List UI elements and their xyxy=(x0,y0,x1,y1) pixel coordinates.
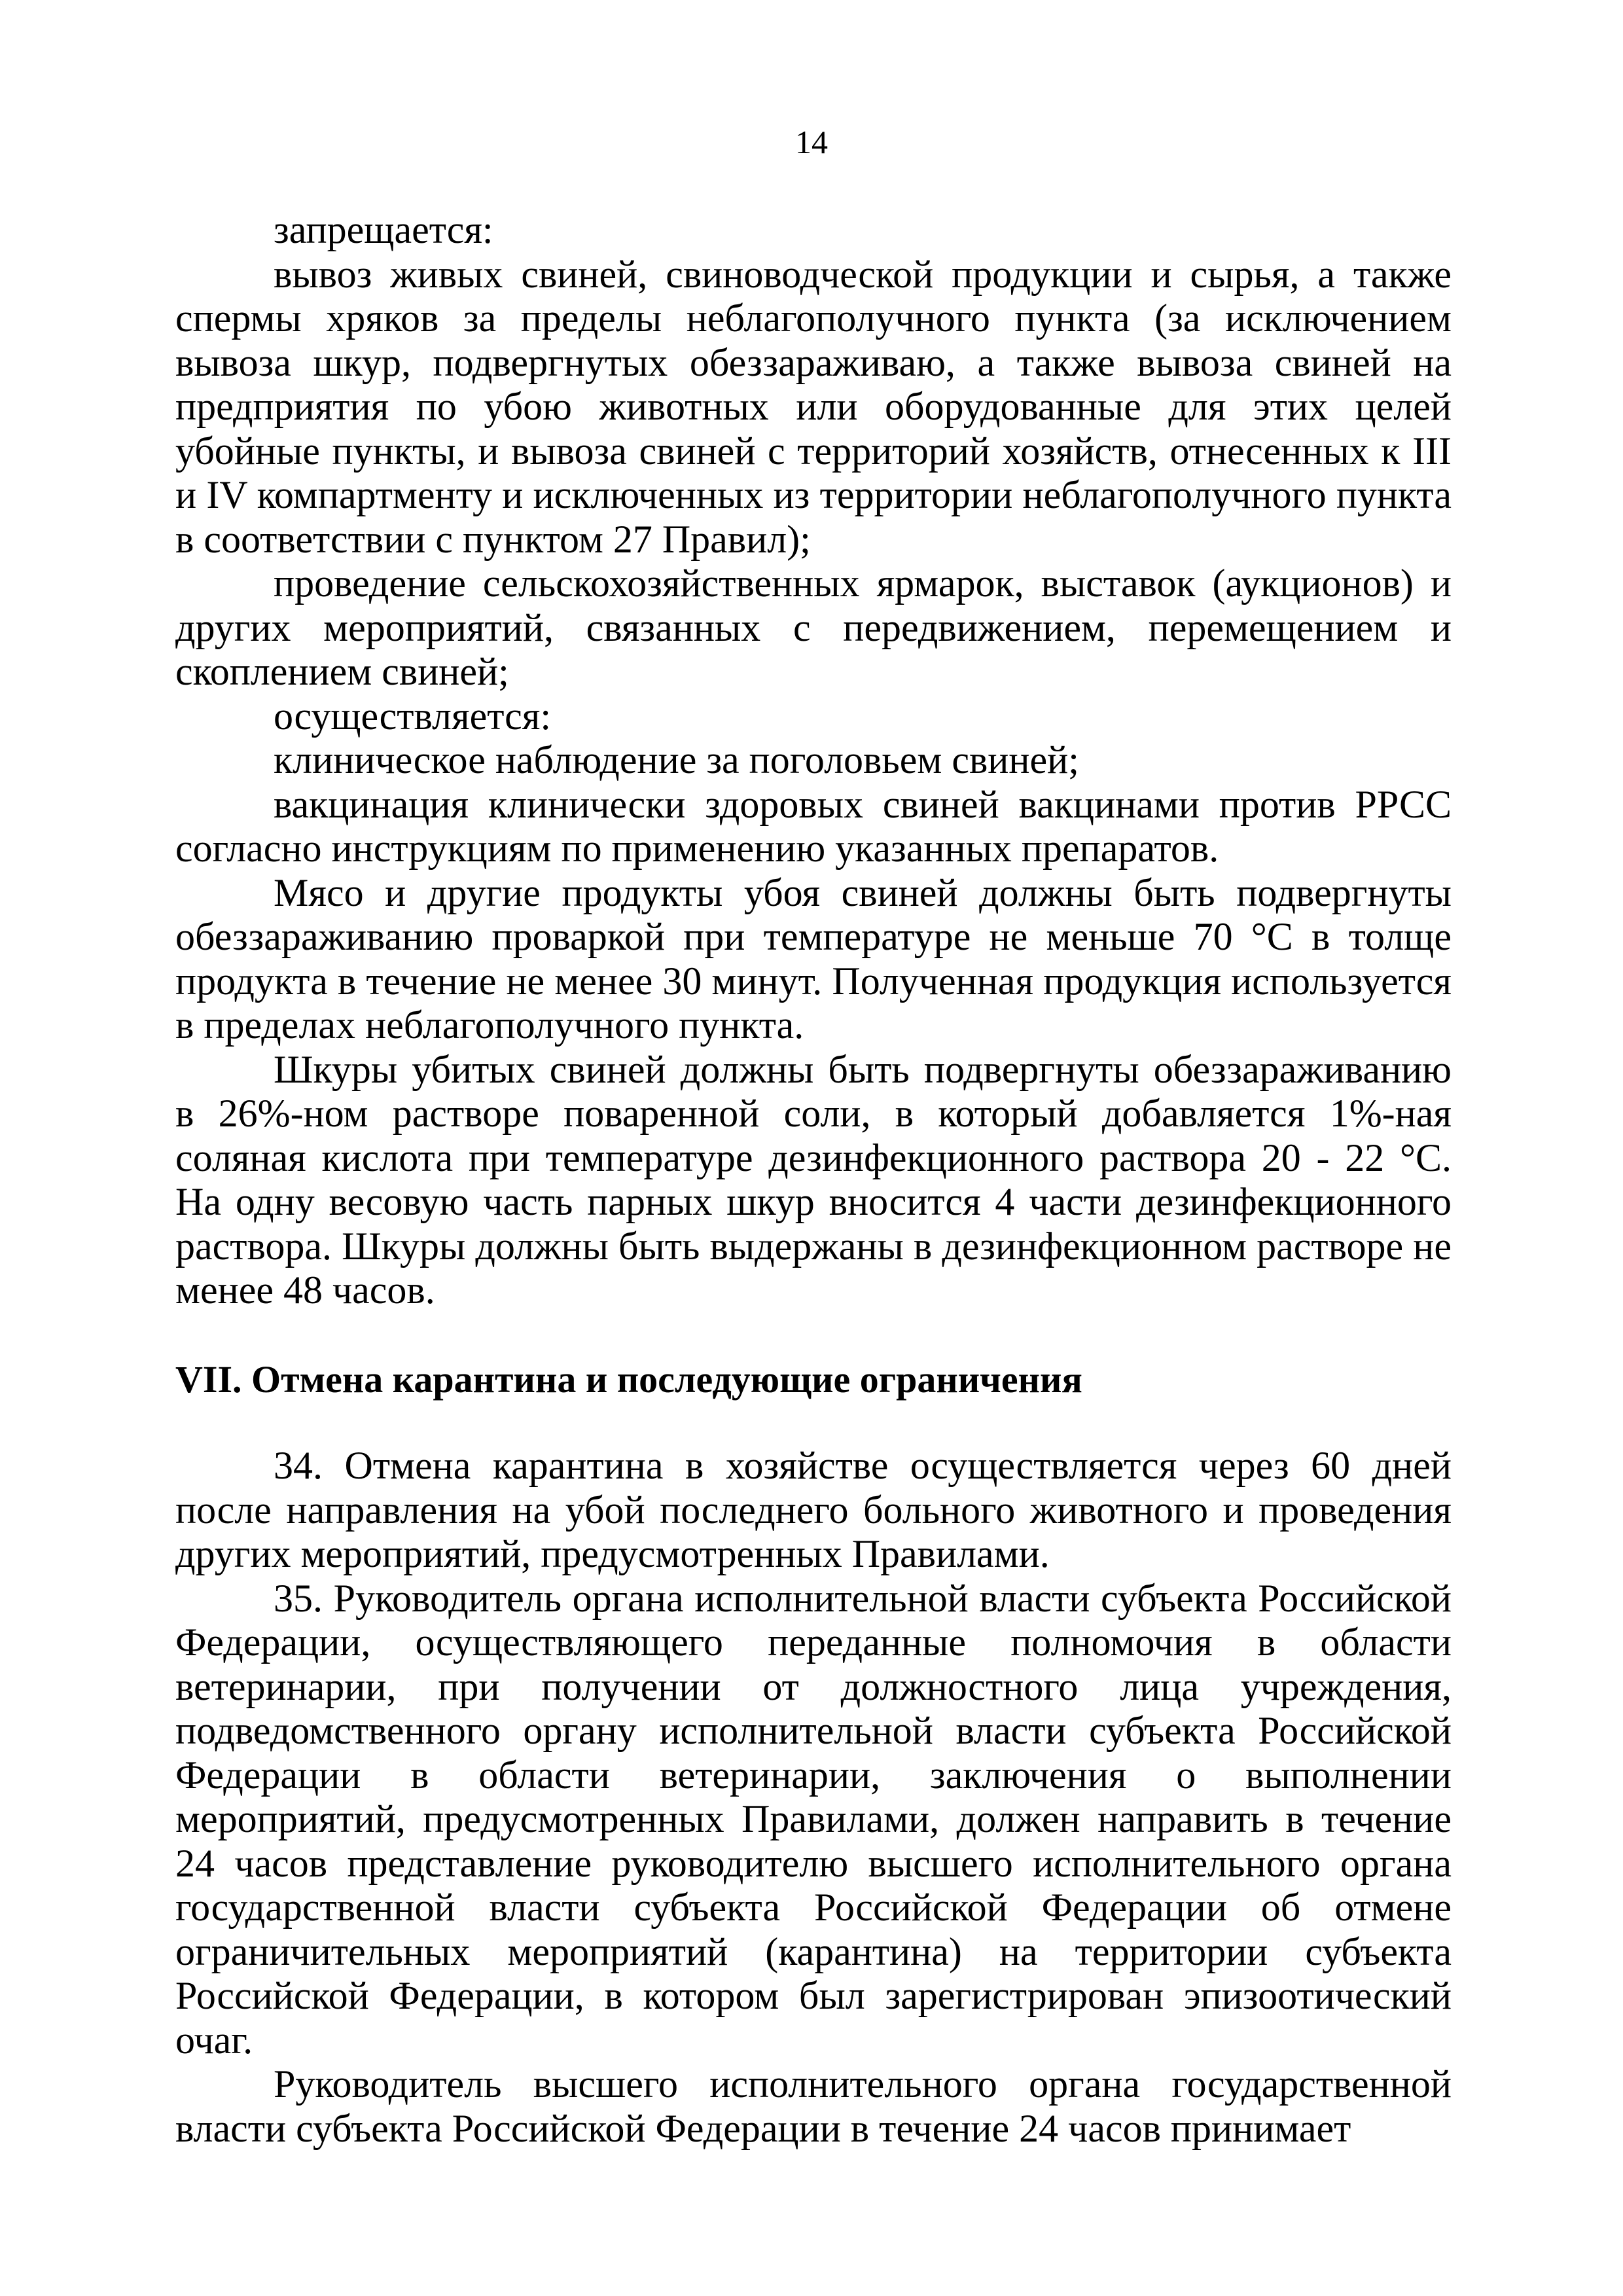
paragraph-34: 34. Отмена карантина в хозяйстве осуществляется через 60 дней после направления на убой последнего больного животного и проведения других мероприятий, предусмотренных Правилами. xyxy=(175,1444,1452,1575)
paragraph-performed-label: осуществляется: xyxy=(274,694,552,738)
paragraph-fairs-ban: проведение сельскохозяйственных ярмарок, выставок (аукционов) и других мероприятий, связанных с передвижением, перемещением и скоплением свиней; xyxy=(175,562,1452,693)
paragraph-export-ban: вывоз живых свиней, свиноводческой продукции и сырья, а также спермы хряков за пределы неблагополучного пункта (за исключением вывоза шкур, подвергнутых обеззараживаю, а также вывоза свиней на предприятия по убою животных или оборудованные для этих целей убойные пункты, и вывоза свиней с территорий хозяйств, отнесенных к III и IV компартменту и исключенных из территории неблагополучного пункта в соответствии с пунктом 27 Правил); xyxy=(175,252,1452,561)
section-heading: VII. Отмена карантина и последующие ограничения xyxy=(175,1357,1082,1401)
paragraph-35: 35. Руководитель органа исполнительной власти субъекта Российской Федерации, осуществляющего переданные полномочия в области ветеринарии, при получении от должностного лица учреждения, подведомственного органу исполнительной власти субъекта Российской Федерации в области ветеринарии, заключения о выполнении мероприятий, предусмотренных Правилами, должен направить в течение 24 часов представление руководителю высшего исполнительного органа государственной власти субъекта Российской Федерации об отмене ограничительных мероприятий (карантина) на территории субъекта Российской Федерации, в котором был зарегистрирован эпизоотический очаг. xyxy=(175,1576,1452,2062)
paragraph-meat-disinfection: Мясо и другие продукты убоя свиней должны быть подвергнуты обеззараживанию проваркой при температуре не меньше 70 °С в толще продукта в течение не менее 30 минут. Полученная продукция используется в пределах неблагополучного пункта. xyxy=(175,870,1452,1047)
paragraph-head-decision: Руководитель высшего исполнительного органа государственной власти субъекта Российской Федерации в течение 24 часов принимает xyxy=(175,2062,1452,2150)
page-number: 14 xyxy=(795,124,828,160)
paragraph-prohibited-label: запрещается: xyxy=(274,208,493,251)
paragraph-clinical-observation: клиническое наблюдение за поголовьем свиней; xyxy=(274,738,1079,781)
paragraph-hides-disinfection: Шкуры убитых свиней должны быть подвергнуты обеззараживанию в 26%-ном растворе поваренной соли, в который добавляется 1%-ная соляная кислота при температуре дезинфекционного раствора 20 - 22 °С. На одну весовую часть парных шкур вносится 4 части дезинфекционного раствора. Шкуры должны быть выдержаны в дезинфекционном растворе не менее 48 часов. xyxy=(175,1047,1452,1312)
paragraph-vaccination: вакцинация клинически здоровых свиней вакцинами против РРСС согласно инструкциям по применению указанных препаратов. xyxy=(175,782,1452,870)
document-body xyxy=(175,208,1452,2151)
